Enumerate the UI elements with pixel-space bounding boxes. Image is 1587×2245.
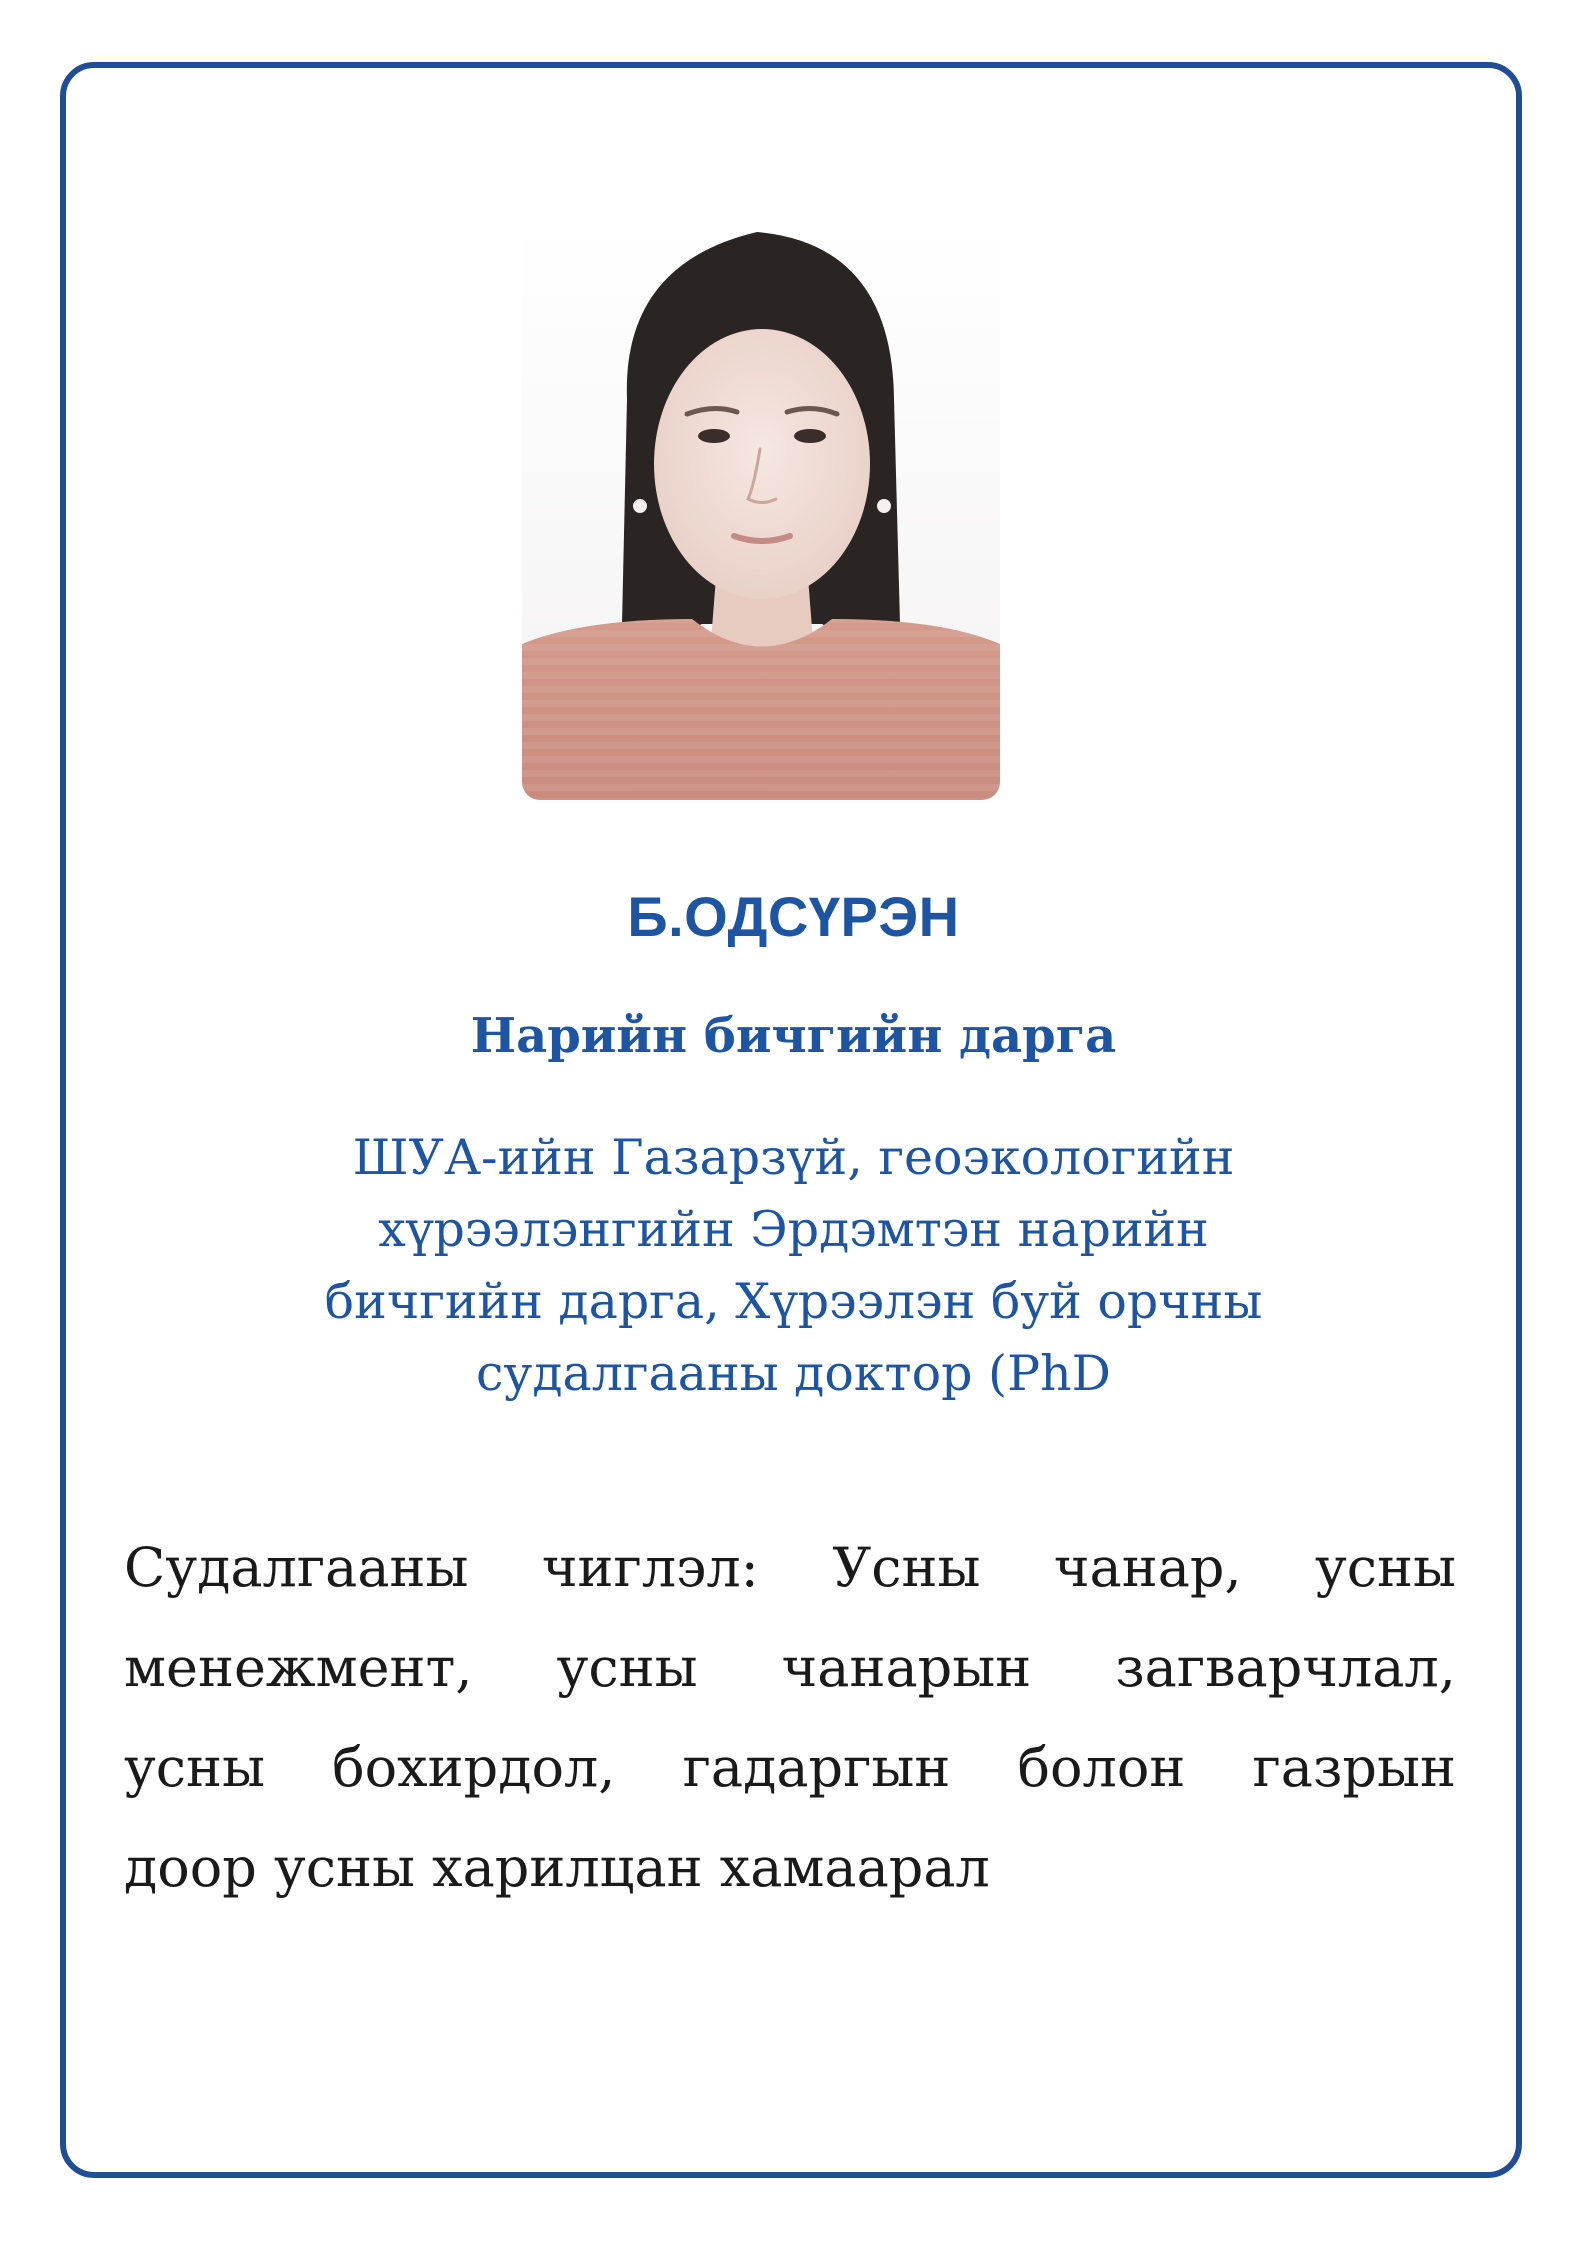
- research-word: чанар,: [1053, 1536, 1242, 1599]
- research-line: [124, 1618, 1456, 1718]
- affiliation-line: судалгааны доктор (PhD: [476, 1345, 1111, 1402]
- research-word: доор усны харилцан хамаарал: [124, 1836, 990, 1899]
- affiliation-line: ШУА-ийн Газарзүй, геоэкологийн: [352, 1129, 1235, 1186]
- affiliation-line: бичгийн дарга, Хүрээлэн буй орчны: [324, 1273, 1263, 1330]
- research-word: гадаргын: [682, 1736, 951, 1799]
- profile-name: Б.ОДСҮРЭН: [627, 885, 960, 948]
- research-word: усны: [1314, 1536, 1456, 1599]
- research-word: Усны: [832, 1536, 981, 1599]
- research-word: загварчлал,: [1115, 1636, 1456, 1699]
- research-word: менежмент,: [124, 1636, 473, 1699]
- research-word: бохирдол,: [332, 1736, 616, 1799]
- research-word: усны: [124, 1736, 265, 1799]
- research-word: усны: [556, 1636, 698, 1699]
- research-word: чиглэл:: [541, 1536, 759, 1599]
- profile-affiliation: [200, 1122, 1387, 1410]
- research-word: чанарын: [781, 1636, 1032, 1699]
- research-line: [124, 1718, 1456, 1818]
- affiliation-line: хүрээлэнгийн Эрдэмтэн нарийн: [378, 1201, 1209, 1258]
- research-line: [124, 1818, 1456, 1918]
- research-direction: [124, 1518, 1456, 1918]
- research-word: Судалгааны: [124, 1536, 469, 1599]
- profile-photo: [522, 224, 1000, 800]
- research-word: болон: [1017, 1736, 1186, 1799]
- profile-role: Нарийн бичгийн дарга: [470, 1008, 1117, 1064]
- research-line: [124, 1518, 1456, 1618]
- research-word: газрын: [1252, 1736, 1456, 1799]
